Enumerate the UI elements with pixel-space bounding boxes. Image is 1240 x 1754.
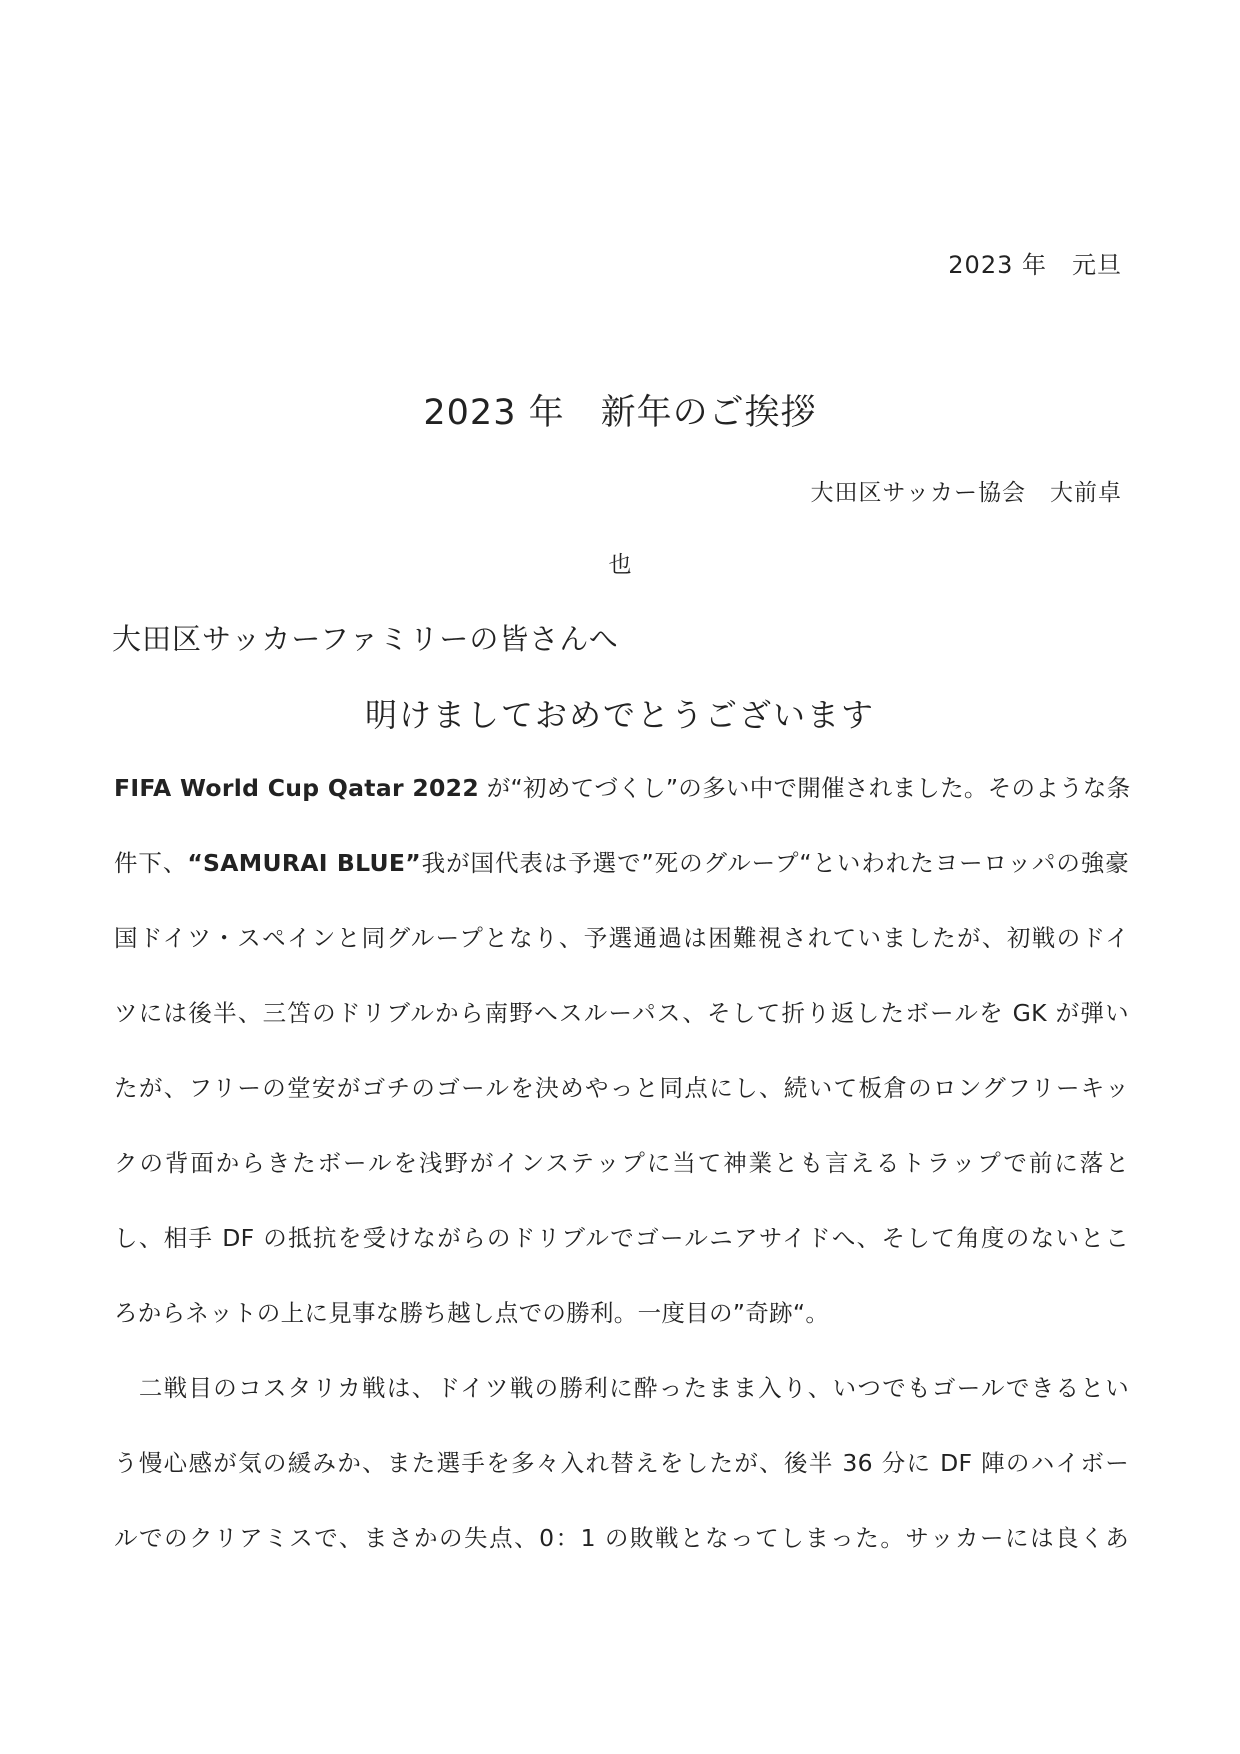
- document-title: 2023 年 新年のご挨拶: [423, 393, 817, 433]
- paragraph-1-line: ツには後半、三笘のドリブルから南野へスルーパス、そして折り返したボールを GK が弾い: [114, 999, 1129, 1027]
- text-span: が“初めてづくし”の多い中で開催されました。そのような条: [478, 774, 1131, 802]
- event-name: FIFA World Cup Qatar 2022: [114, 774, 479, 802]
- paragraph-1-line: [114, 835, 1129, 910]
- body-text: [114, 760, 1129, 1585]
- paragraph-2-line: 二戦目のコスタリカ戦は、ドイツ戦の勝利に酔ったまま入り、いつでもゴールできるとい: [114, 1374, 1129, 1402]
- paragraph-1-line: ろからネットの上に見事な勝ち越し点での勝利。一度目の”奇跡“。: [114, 1299, 830, 1327]
- paragraph-1-line: たが、フリーの堂安がゴチのゴールを決めやっと同点にし、続いて板倉のロングフリーキッ: [114, 1074, 1129, 1102]
- text-span: 我が国代表は予選で”死のグループ“といわれたヨーロッパの強豪: [421, 849, 1130, 877]
- paragraph-2-line: ルでのクリアミスで、まさかの失点、0：1 の敗戦となってしまった。サッカーには良くあ: [114, 1524, 1129, 1552]
- document-date: 2023 年 元旦: [948, 251, 1122, 279]
- paragraph-1-line: [114, 760, 1129, 835]
- paragraph-1-line: 国ドイツ・スペインと同グループとなり、予選通過は困難視されていましたが、初戦のドイ: [114, 924, 1129, 952]
- team-name: “SAMURAI BLUE”: [187, 849, 422, 877]
- paragraph-1-line: クの背面からきたボールを浅野がインステップに当て神業とも言えるトラップで前に落と: [114, 1149, 1129, 1177]
- author-name-tail: 也: [608, 552, 632, 578]
- salutation: 大田区サッカーファミリーの皆さんへ: [112, 622, 619, 656]
- paragraph-2-line: う慢心感が気の緩みか、また選手を多々入れ替えをしたが、後半 36 分に DF 陣のハイボー: [114, 1449, 1129, 1477]
- text-span: 件下、: [114, 849, 188, 877]
- author-line: 大田区サッカー協会 大前卓: [810, 480, 1122, 506]
- paragraph-1-line: し、相手 DF の抵抗を受けながらのドリブルでゴールニアサイドへ、そして角度のないとこ: [114, 1224, 1129, 1252]
- new-year-greeting: 明けましておめでとうございます: [364, 696, 875, 734]
